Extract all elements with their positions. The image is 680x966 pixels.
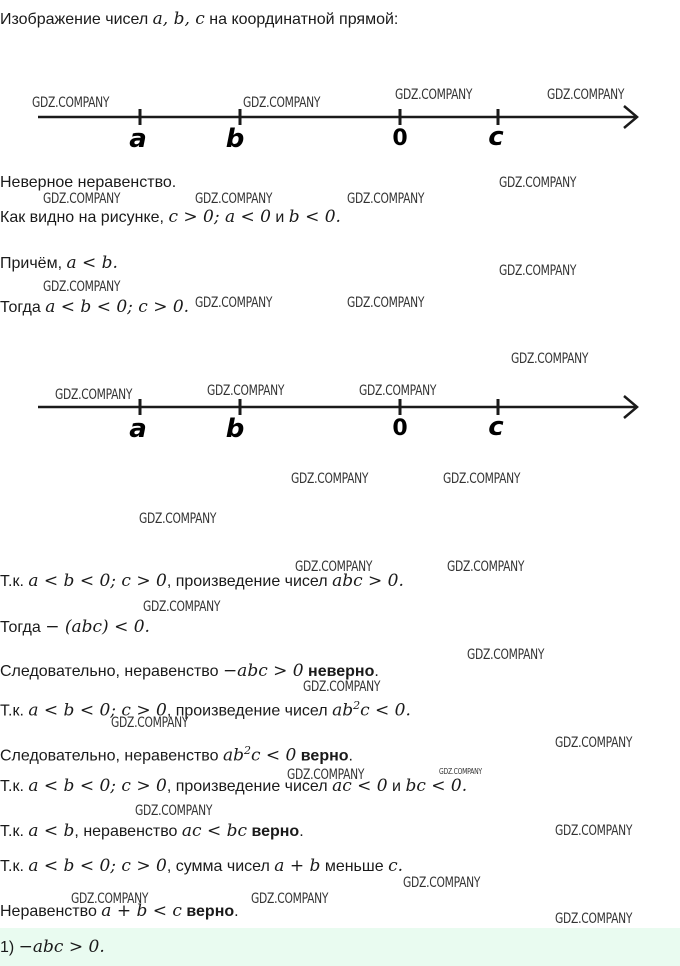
watermark: GDZ.COMPANY bbox=[243, 95, 321, 111]
watermark: GDZ.COMPANY bbox=[447, 559, 525, 575]
watermark: GDZ.COMPANY bbox=[139, 511, 217, 527]
watermark: GDZ.COMPANY bbox=[439, 767, 482, 776]
line-sum: Т.к. a < b < 0; c > 0, сумма чисел a + b меньше c. bbox=[0, 856, 404, 876]
watermark: GDZ.COMPANY bbox=[295, 559, 373, 575]
title: Изображение чисел a, b, c на координатной прямой: bbox=[0, 9, 399, 29]
watermark: GDZ.COMPANY bbox=[143, 599, 221, 615]
answer-line: 1) −abc > 0. bbox=[0, 937, 105, 957]
watermark: GDZ.COMPANY bbox=[195, 295, 273, 311]
line-ac-bc: Т.к. a < b, неравенство ac < bc верно. bbox=[0, 821, 304, 841]
watermark: GDZ.COMPANY bbox=[43, 191, 121, 207]
watermark: GDZ.COMPANY bbox=[135, 803, 213, 819]
label-c: c bbox=[488, 412, 504, 442]
watermark: GDZ.COMPANY bbox=[547, 87, 625, 103]
line-incorrect-inequality: Неверное неравенство. bbox=[0, 174, 177, 191]
label-zero: 0 bbox=[392, 126, 408, 151]
answer-box bbox=[0, 928, 680, 966]
watermark: GDZ.COMPANY bbox=[207, 383, 285, 399]
watermark: GDZ.COMPANY bbox=[347, 191, 425, 207]
watermark: GDZ.COMPANY bbox=[195, 191, 273, 207]
watermark: GDZ.COMPANY bbox=[71, 891, 149, 907]
watermark: GDZ.COMPANY bbox=[43, 279, 121, 295]
watermark: GDZ.COMPANY bbox=[403, 875, 481, 891]
watermark: GDZ.COMPANY bbox=[511, 351, 589, 367]
watermark: GDZ.COMPANY bbox=[347, 295, 425, 311]
line-product-ab2c: Т.к. a < b < 0; c > 0, произведение чисел $ab^2c < 0$. bbox=[0, 699, 411, 721]
watermark: GDZ.COMPANY bbox=[32, 95, 110, 111]
label-b: b bbox=[225, 414, 245, 444]
line-conclusion-1: Следовательно, неравенство −abc > 0 неверно. bbox=[0, 661, 379, 681]
watermark: GDZ.COMPANY bbox=[303, 679, 381, 695]
line-as-seen: Как видно на рисунке, c > 0; a < 0 и b < 0. bbox=[0, 207, 341, 227]
line-product-ac-bc: Т.к. a < b < 0; c > 0, произведение чисел ac < 0 и bc < 0. bbox=[0, 776, 468, 796]
label-c: c bbox=[488, 122, 504, 152]
label-b: b bbox=[225, 124, 245, 154]
line-conclusion-3: Неравенство a + b < c верно. bbox=[0, 901, 239, 921]
watermark: GDZ.COMPANY bbox=[251, 891, 329, 907]
watermark: GDZ.COMPANY bbox=[359, 383, 437, 399]
watermark: GDZ.COMPANY bbox=[55, 387, 133, 403]
watermark: GDZ.COMPANY bbox=[111, 715, 189, 731]
watermark: GDZ.COMPANY bbox=[291, 471, 369, 487]
watermark: GDZ.COMPANY bbox=[555, 823, 633, 839]
watermark: GDZ.COMPANY bbox=[555, 735, 633, 751]
watermark: GDZ.COMPANY bbox=[395, 87, 473, 103]
watermark: GDZ.COMPANY bbox=[443, 471, 521, 487]
watermark: GDZ.COMPANY bbox=[555, 911, 633, 927]
watermark: GDZ.COMPANY bbox=[467, 647, 545, 663]
line-moreover: Причём, a < b. bbox=[0, 253, 118, 273]
watermark: GDZ.COMPANY bbox=[499, 175, 577, 191]
line-then-neg-abc: Тогда − (abc) < 0. bbox=[0, 617, 150, 637]
line-then: Тогда a < b < 0; c > 0. bbox=[0, 297, 190, 317]
line-conclusion-2: Следовательно, неравенство $ab^2c < 0$ верно. bbox=[0, 744, 353, 766]
watermark: GDZ.COMPANY bbox=[499, 263, 577, 279]
line-product-abc: Т.к. a < b < 0; c > 0, произведение чисел abc > 0. bbox=[0, 571, 404, 591]
label-a: a bbox=[129, 124, 147, 154]
label-zero: 0 bbox=[392, 416, 408, 441]
label-a: a bbox=[129, 414, 147, 444]
watermark: GDZ.COMPANY bbox=[287, 767, 365, 783]
